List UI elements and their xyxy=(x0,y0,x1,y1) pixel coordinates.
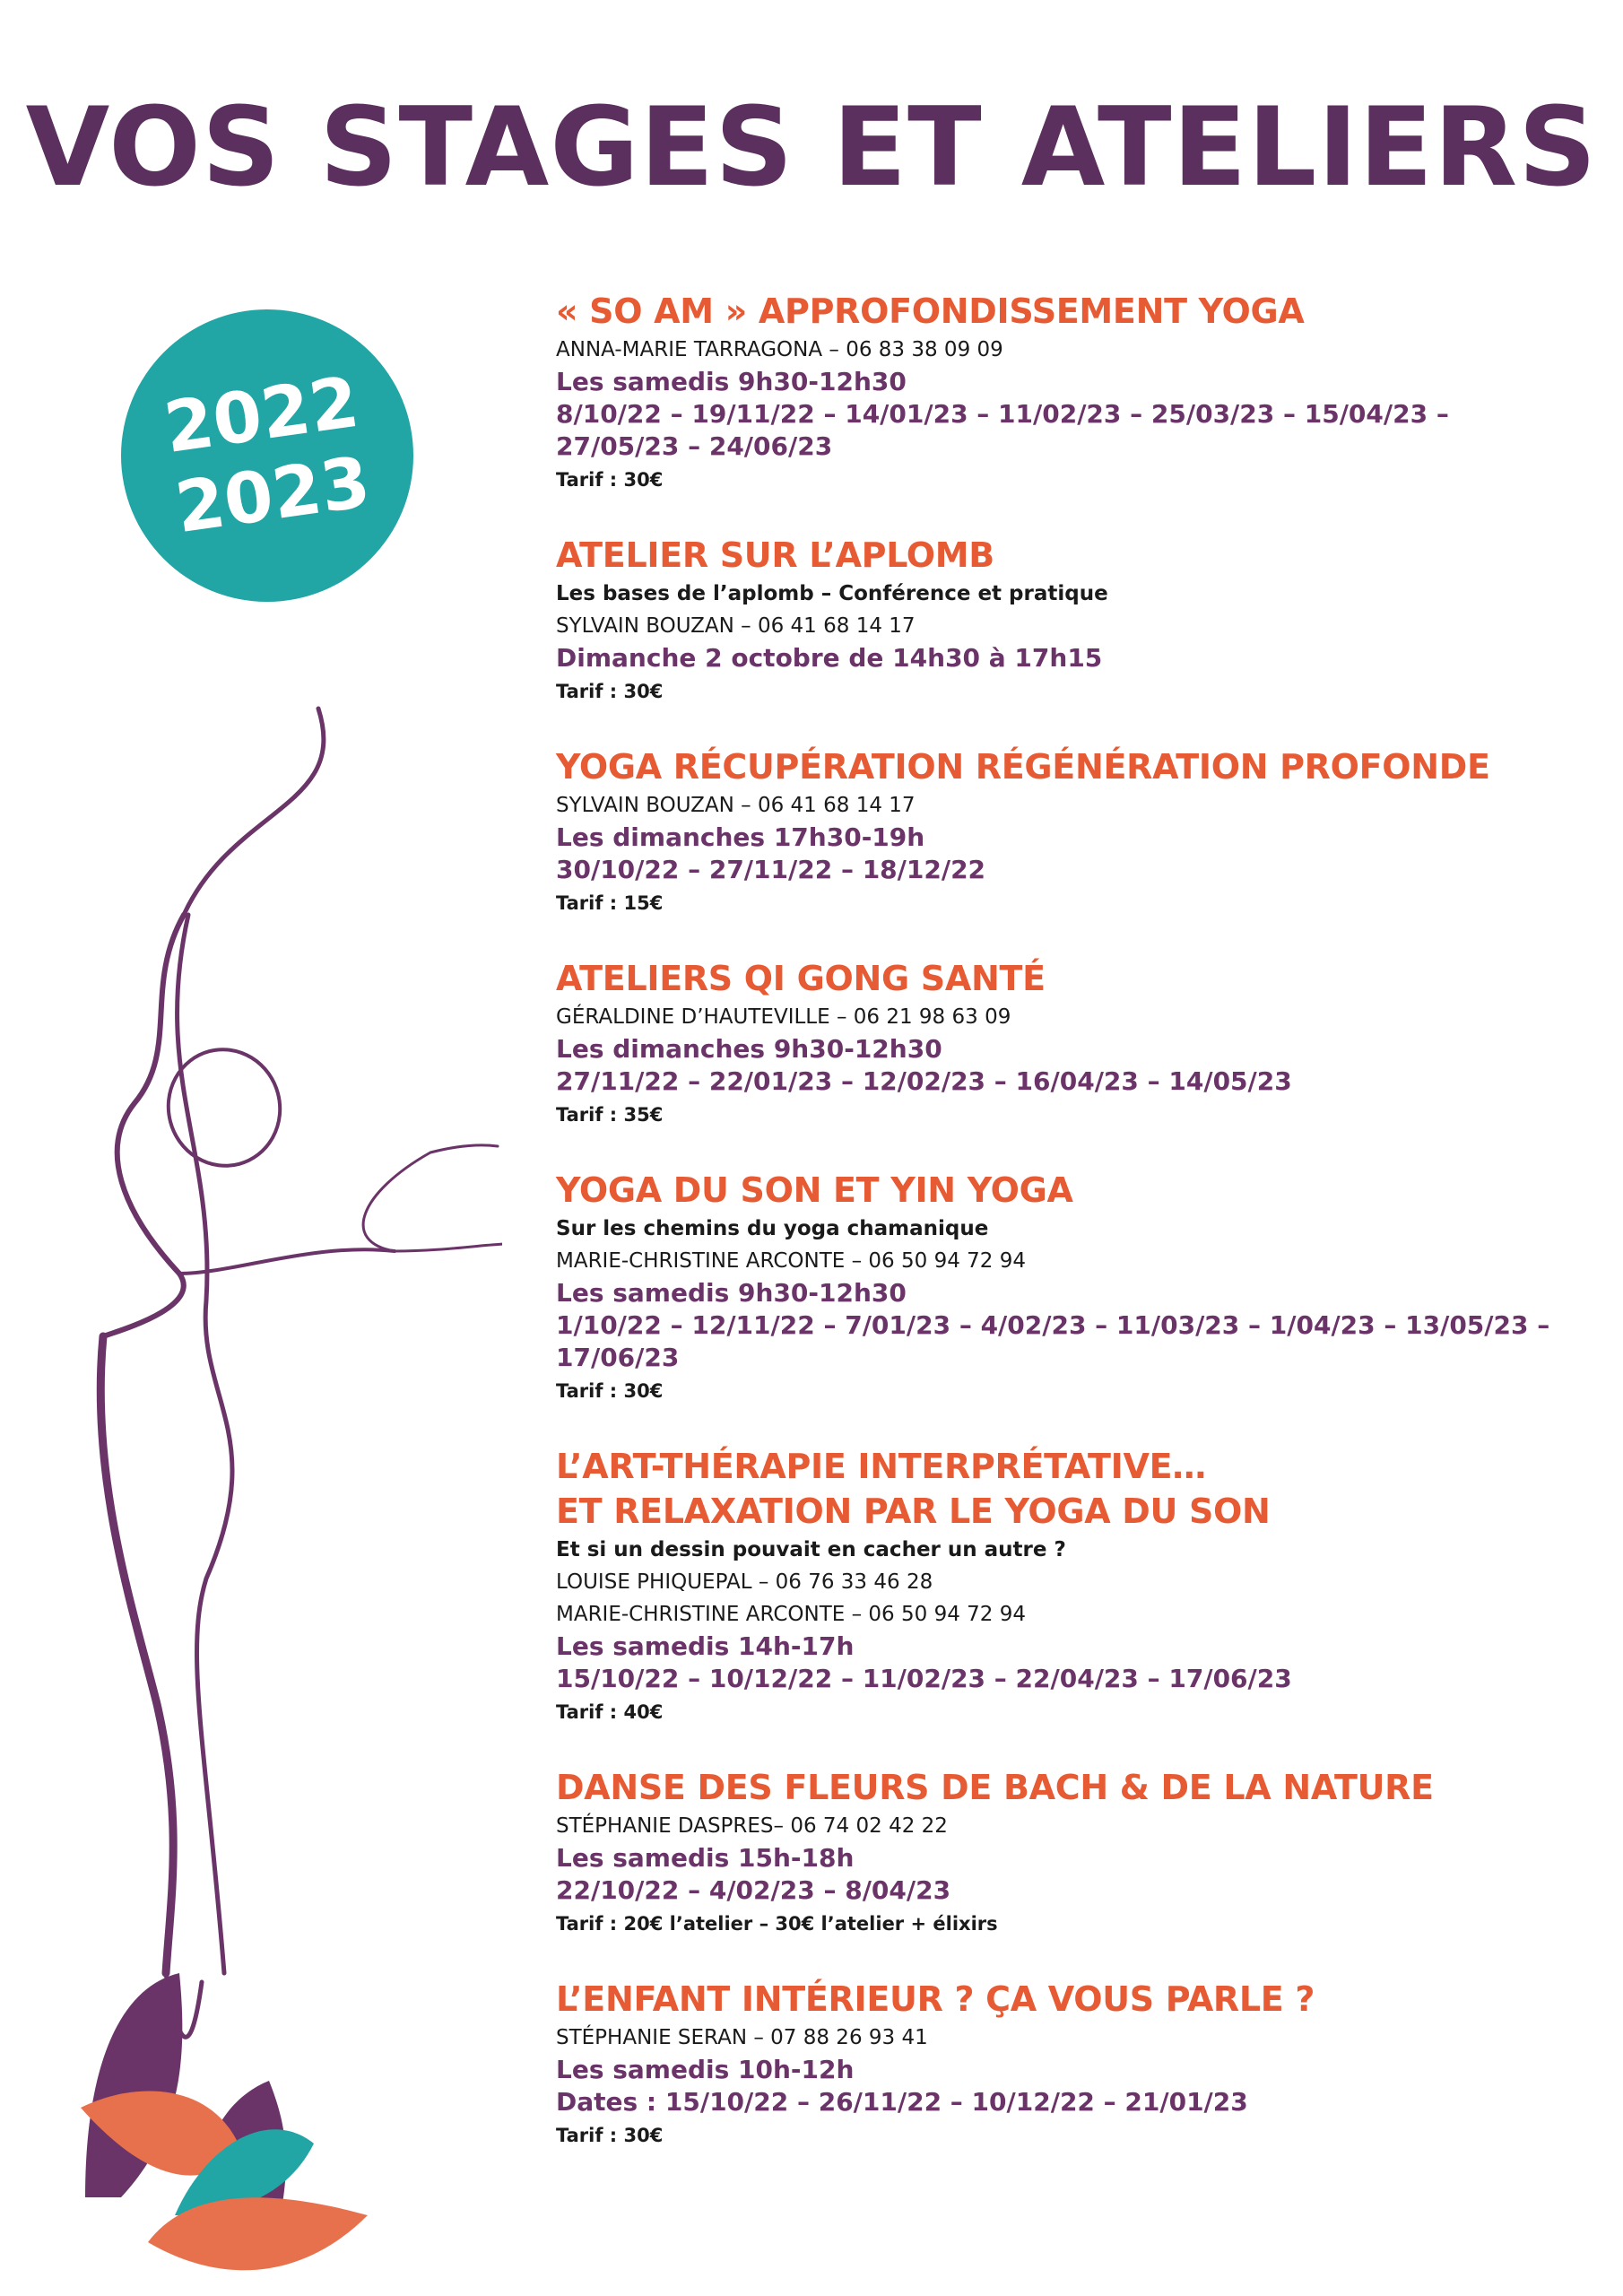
stage-dates: 30/10/22 – 27/11/22 – 18/12/22 xyxy=(556,855,986,884)
stage-contact: GÉRALDINE D’HAUTEVILLE – 06 21 98 63 09 xyxy=(556,1005,1011,1029)
stage-qi-gong xyxy=(556,956,1569,1132)
stage-title: L’ART-THÉRAPIE INTERPRÉTATIVE… xyxy=(556,1447,1206,1486)
stage-tarif: Tarif : 15€ xyxy=(556,892,664,914)
stage-contact: SYLVAIN BOUZAN – 06 41 68 14 17 xyxy=(556,794,916,817)
stage-subtitle: Sur les chemins du yoga chamanique xyxy=(556,1217,989,1240)
stage-contact: STÉPHANIE SERAN – 07 88 26 93 41 xyxy=(556,2026,928,2049)
stage-title: ATELIERS QI GONG SANTÉ xyxy=(556,959,1046,998)
stage-schedule: Les samedis 14h-17h xyxy=(556,1631,855,1661)
stage-schedule: Les samedis 9h30-12h30 xyxy=(556,1278,907,1308)
stage-subtitle: Et si un dessin pouvait en cacher un autre ? xyxy=(556,1538,1066,1561)
stage-title: YOGA RÉCUPÉRATION RÉGÉNÉRATION PROFONDE xyxy=(556,747,1490,787)
stage-contact: ANNA-MARIE TARRAGONA – 06 83 38 09 09 xyxy=(556,338,1003,361)
stage-art-therapie xyxy=(556,1444,1569,1729)
stage-schedule: Les samedis 10h-12h xyxy=(556,2055,855,2084)
stage-contact: SYLVAIN BOUZAN – 06 41 68 14 17 xyxy=(556,614,916,638)
stage-tarif: Tarif : 20€ l’atelier – 30€ l’atelier + élixirs xyxy=(556,1913,998,1935)
stage-title: YOGA DU SON ET YIN YOGA xyxy=(556,1170,1073,1210)
stage-tarif: Tarif : 30€ xyxy=(556,1380,664,1402)
stage-title-line2: ET RELAXATION PAR LE YOGA DU SON xyxy=(556,1492,1271,1531)
yoga-figure-illustration xyxy=(0,0,502,2296)
stage-dates: 22/10/22 – 4/02/23 – 8/04/23 xyxy=(556,1875,951,1905)
stage-tarif: Tarif : 30€ xyxy=(556,2125,664,2146)
stage-dates: 15/10/22 – 10/12/22 – 11/02/23 – 22/04/23 – 17/06/23 xyxy=(556,1664,1292,1693)
stage-dates: 8/10/22 – 19/11/22 – 14/01/23 – 11/02/23 – 25/03/23 – 15/04/23 – 27/05/23 – 24/06/23 xyxy=(556,399,1449,461)
stage-schedule: Dimanche 2 octobre de 14h30 à 17h15 xyxy=(556,643,1103,673)
stage-tarif: Tarif : 40€ xyxy=(556,1701,664,1723)
stage-contact: MARIE-CHRISTINE ARCONTE – 06 50 94 72 94 xyxy=(556,1249,1026,1273)
stage-subtitle: Les bases de l’aplomb – Conférence et pratique xyxy=(556,582,1108,605)
stage-contact: STÉPHANIE DASPRES– 06 74 02 42 22 xyxy=(556,1814,948,1838)
badge-year-start: 2022 xyxy=(159,361,364,470)
stage-title: ATELIER SUR L’APLOMB xyxy=(556,535,994,575)
stage-yoga-recuperation xyxy=(556,744,1569,920)
stage-tarif: Tarif : 30€ xyxy=(556,681,664,702)
stage-schedule: Les dimanches 9h30-12h30 xyxy=(556,1034,942,1064)
stage-enfant-interieur xyxy=(556,1977,1569,2152)
stage-contact-2: MARIE-CHRISTINE ARCONTE – 06 50 94 72 94 xyxy=(556,1603,1026,1626)
stages-list xyxy=(556,289,1569,2188)
stage-dates: 1/10/22 – 12/11/22 – 7/01/23 – 4/02/23 – 11/03/23 – 1/04/23 – 13/05/23 – 17/06/23 xyxy=(556,1310,1550,1372)
stage-yoga-du-son xyxy=(556,1168,1569,1408)
stage-title: L’ENFANT INTÉRIEUR ? ÇA VOUS PARLE ? xyxy=(556,1979,1315,2019)
stage-schedule: Les samedis 9h30-12h30 xyxy=(556,367,907,396)
stage-so-am xyxy=(556,289,1569,497)
stage-contact: LOUISE PHIQUEPAL – 06 76 33 46 28 xyxy=(556,1570,933,1594)
stage-aplomb xyxy=(556,533,1569,709)
stage-dates: Dates : 15/10/22 – 26/11/22 – 10/12/22 – 21/01/23 xyxy=(556,2087,1248,2117)
stage-tarif: Tarif : 30€ xyxy=(556,469,664,491)
stage-title: « SO AM » APPROFONDISSEMENT YOGA xyxy=(556,291,1305,331)
page-title: VOS STAGES ET ATELIERS xyxy=(25,84,1598,211)
stage-dates: 27/11/22 – 22/01/23 – 12/02/23 – 16/04/23 – 14/05/23 xyxy=(556,1066,1292,1096)
stage-title: DANSE DES FLEURS DE BACH & DE LA NATURE xyxy=(556,1768,1434,1807)
stage-schedule: Les samedis 15h-18h xyxy=(556,1843,855,1873)
stage-schedule: Les dimanches 17h30-19h xyxy=(556,822,925,852)
badge-year-end: 2023 xyxy=(170,441,376,550)
stage-fleurs-de-bach xyxy=(556,1765,1569,1941)
stage-tarif: Tarif : 35€ xyxy=(556,1104,664,1126)
